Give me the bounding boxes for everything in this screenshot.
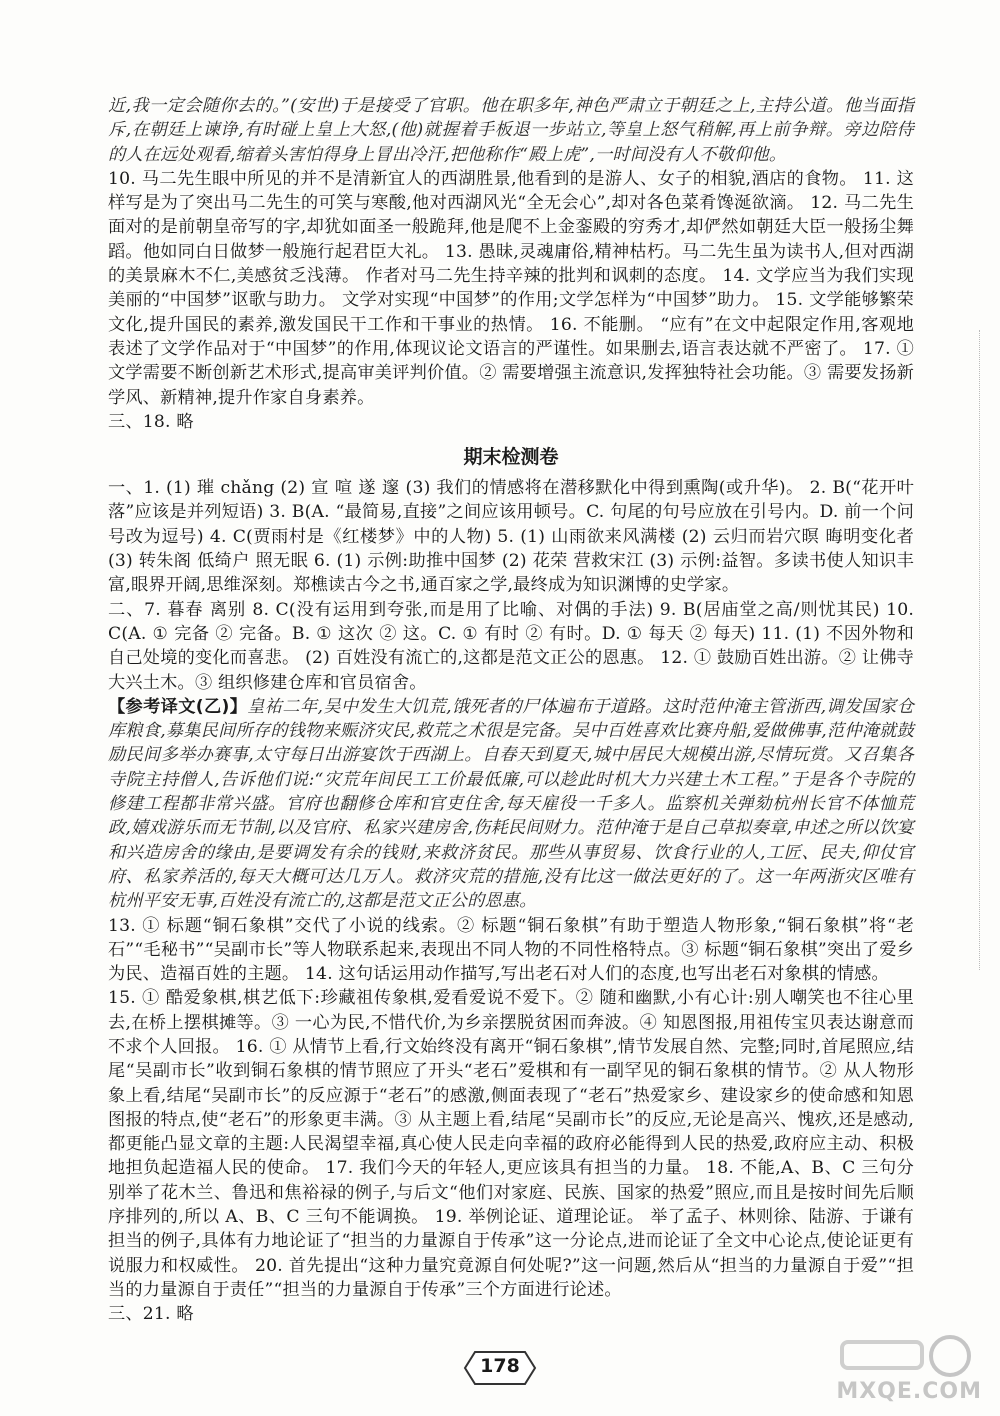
answers-part-4: 15. ① 酷爱象棋,棋艺低下:珍藏祖传象棋,爱看爱说不爱下。② 随和幽默,小有心计:别人嘲笑也不往心里去,在桥上摆棋摊等。③ 一心为民,不惜代价,为乡亲摆脱贫困而奔波。④ 知恩图报,用祖传宝贝表达谢意而不求个人回报。 16. ① 从情节上看,行文始终没有离开“铜石象棋”,情节发展自然、完整;同时,首尾照应,结尾“吴副市长”收到铜石象棋的情节照应了开头“老石”爱棋和有一副罕见的铜石象棋的情节。② 从人物形象上看,结尾“吴副市长”的反应源于“老石”的感激,侧面表现了“老石”热爱家乡、建设家乡的使命感和知恩图报的特点,使“老石”的形象更丰满。③ 从主题上看,结尾“吴副市长”的反应,无论是高兴、愧疚,还是感动,都更能凸显文章的主题:人民渴望幸福,真心使人民走向幸福的政府必能得到人民的热爱,政府应主动、积极地担负起造福人民的使命。 17. 我们今天的年轻人,更应该具有担当的力量。 18. 不能,A、B、C 三句分别举了花木兰、鲁迅和焦裕禄的例子,与后文“他们对家庭、民族、国家的热爱”照应,而且是按时间先后顺序排列的,所以 A、B、C 三句不能调换。 19. 举例论证、道理论证。 举了孟子、林则徐、陆游、于谦有担当的例子,具体有力地论证了“担当的力量源自于传承”这一分论点,进而论证了全文中心论点,使论证更有说服力和权威性。 20. 首先提出“这种力量究竟源自何处呢?”这一问题,然后从“担当的力量源自于爱”“担当的力量源自于责任”“担当的力量源自于传承”三个方面进行论述。 bbox=[108, 988, 914, 1300]
reference-text: 皇祐二年,吴中发生大饥荒,饿死者的尸体遍布于道路。这时范仲淹主管浙西,调发国家仓库粮食,募集民间所存的钱物来赈济灾民,救荒之术很是完备。吴中百姓喜欢比赛舟船,爱做佛事,范仲淹就鼓励民间多举办赛事,太守每日出游宴饮于西湖上。自春天到夏天,城中居民大规模出游,尽情玩赏。又召集各寺院主持僧人,告诉他们说:“灾荒年间民工工价最低廉,可以趁此时机大力兴建土木工程。”于是各个寺院的修建工程都非常兴盛。官府也翻修仓库和官吏住舍,每天雇役一千多人。监察机关弹劾杭州长官不体恤荒政,嬉戏游乐而无节制,以及官府、私家兴建房舍,伤耗民间财力。范仲淹于是自己草拟奏章,申述之所以饮宴和兴造房舍的缘由,是要调发有余的钱财,来救济贫民。那些从事贸易、饮食行业的人,工匠、民夫,仰仗官府、私家养活的,每天大概可达几万人。救济灾荒的措施,没有比这一做法更好的了。这一年两浙灾区唯有杭州平安无事,百姓没有流亡的,这都是范文正公的恩惠。 bbox=[108, 696, 914, 912]
answers-part-5: 三、21. 略 bbox=[108, 1304, 194, 1325]
answers-part-2: 二、7. 暮春 离别 8. C(没有运用到夸张,而是用了比喻、对偶的手法) 9. B(居庙堂之高/则忧其民) 10. C(A. ① 完备 ② 完备。B. ① 这次 ② 这。C. ① 有时 ② 有时。D. ① 每天 ② 每天) 11. (1) 不因外物和自己处境的变化而喜悲。 (2) 百姓没有流亡的,这都是范文正公的恩惠。 12. ① 鼓励百姓出游。② 让佛寺大兴土木。③ 组织修建仓库和官员宿舍。 bbox=[108, 599, 914, 693]
answers-part-1: 一、1. (1) 璀 chǎng (2) 宣 喧 遂 邃 (3) 我们的情感将在潜移默化中得到熏陶(或升华)。 2. B(“花开叶落”应该是并列短语) 3. B(A. “最简易,直接”之间应该用顿号。C. 句尾的句号应放在引号内。D. 前一个问号改为逗号) 4. C(贾雨村是《红楼梦》中的人物) 5. (1) 山雨欲来风满楼 (2) 云归而岩穴暝 晦明变化者 (3) 转朱阁 低绮户 照无眠 6. (1) 示例:助推中国梦 (2) 花荣 营救宋江 (3) 示例:益智。多读书使人知识丰富,眼界开阔,思维深刻。郑樵读古今之书,通百家之学,最终成为知识渊博的史学家。 bbox=[108, 478, 914, 596]
answers-block-1-end: 三、18. 略 bbox=[108, 411, 194, 432]
page-number-badge bbox=[463, 1350, 537, 1386]
scan-edge bbox=[971, 330, 980, 970]
watermark-text: MXQE.COM bbox=[836, 1379, 982, 1404]
section-title: 期末检测卷 bbox=[463, 446, 559, 469]
watermark-icon bbox=[832, 1334, 982, 1380]
reference-translation bbox=[108, 695, 914, 914]
watermark-logo bbox=[832, 1334, 982, 1404]
translation-continued: 近,我一定会随你去的。”(安世)于是接受了官职。他在职多年,神色严肃立于朝廷之上,主持公道。他当面指斥,在朝廷上谏诤,有时碰上皇上大怒,(他)就握着手板退一步站立,等皇上怒气稍解,再上前争辩。旁边陪侍的人在远处观看,缩着头害怕得身上冒出冷汗,把他称作“殿上虎”,一时间没有人不敬仰他。 bbox=[108, 96, 914, 165]
page-number: 178 bbox=[480, 1355, 520, 1377]
answers-block-1: 10. 马二先生眼中所见的并不是清新宜人的西湖胜景,他看到的是游人、女子的相貌,酒店的食物。 11. 这样写是为了突出马二先生的可笑与寒酸,他对西湖风光“全无会心”,却对各色菜肴馋涎欲滴。 12. 马二先生面对的是前朝皇帝写的字,却犹如面圣一般跪拜,他是爬不上金銮殿的穷秀才,却俨然如朝廷大臣一般扬尘舞蹈。他如同白日做梦一般施行起君臣大礼。 13. 愚昧,灵魂庸俗,精神枯朽。马二先生虽为读书人,但对西湖的美景麻木不仁,美感贫乏浅薄。 作者对马二先生持辛辣的批判和讽刺的态度。 14. 文学应当为我们实现美丽的“中国梦”讴歌与助力。 文学对实现“中国梦”的作用;文学怎样为“中国梦”助力。 15. 文学能够繁荣文化,提升国民的素养,激发国民干工作和干事业的热情。 16. 不能删。 “应有”在文中起限定作用,客观地表述了文学作品对于“中国梦”的作用,体现议论文语言的严谨性。如果删去,语言表达就不严密了。 17. ① 文学需要不断创新艺术形式,提高审美评判价值。② 需要增强主流意识,发挥独特社会功能。③ 需要发扬新学风、新精神,提升作家自身素养。 bbox=[108, 168, 914, 408]
answer-page bbox=[108, 94, 914, 1327]
answers-part-3: 13. ① 标题“铜石象棋”交代了小说的线索。② 标题“铜石象棋”有助于塑造人物形象,“铜石象棋”将“老石”“毛秘书”“吴副市长”等人物联系起来,表现出不同人物的不同性格特点。③ 标题“铜石象棋”突出了爱乡为民、造福百姓的主题。 14. 这句话运用动作描写,写出老石对人们的态度,也写出老石对象棋的情感。 bbox=[108, 915, 914, 985]
reference-label: 【参考译文(乙)】 bbox=[108, 696, 248, 717]
